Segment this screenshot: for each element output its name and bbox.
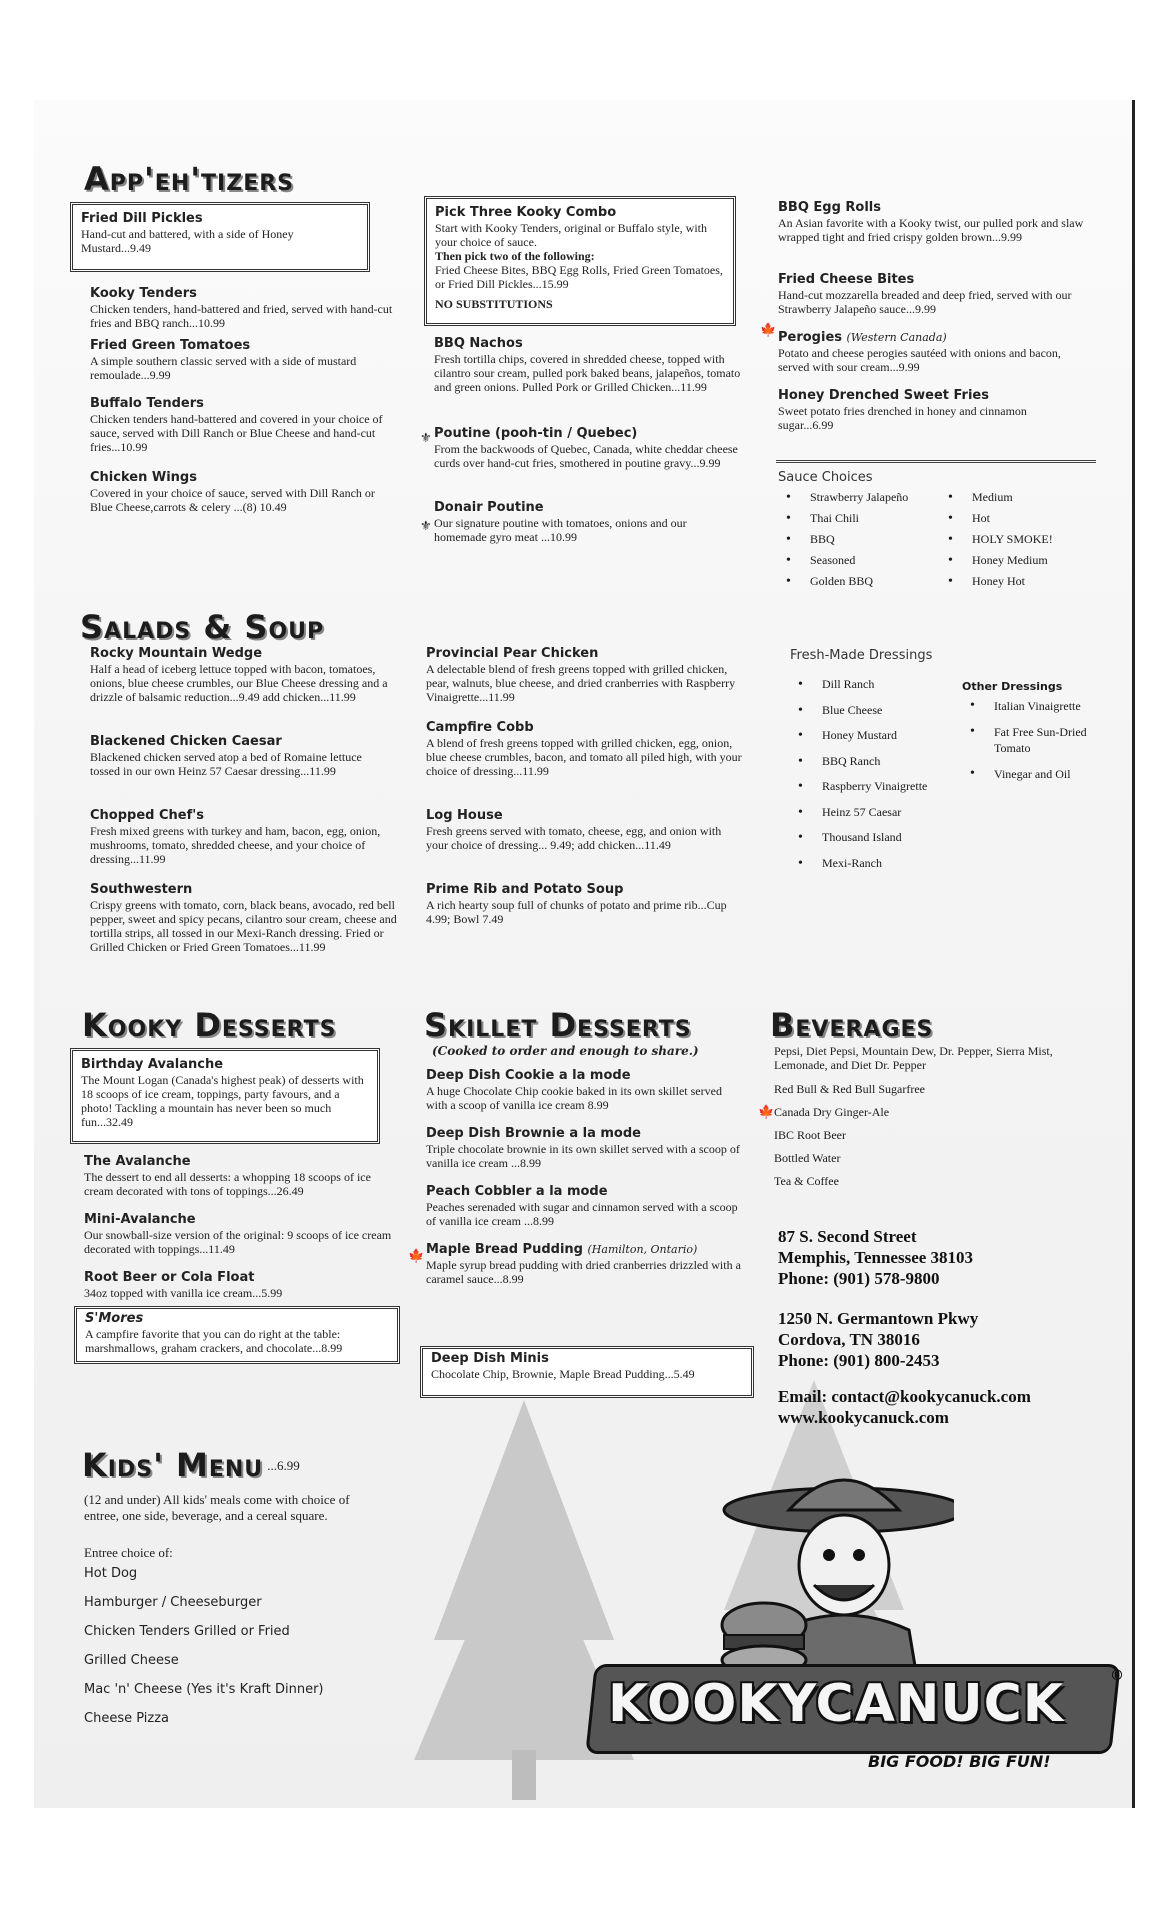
dressing-item: • Blue Cheese: [790, 698, 970, 724]
kids-entree-list: [84, 1559, 404, 1733]
beverage-list: [774, 1078, 1074, 1193]
item-title: Blackened Chicken Caesar: [90, 734, 282, 749]
maple-leaf-icon: 🍁: [760, 322, 777, 337]
skillet-item: [426, 1184, 746, 1228]
other-dressing-list: [962, 698, 1112, 782]
item-title: Peach Cobbler a la mode: [426, 1184, 608, 1199]
item-title: Deep Dish Minis: [431, 1351, 549, 1366]
skillet-item: [426, 1126, 746, 1170]
menu-page: [34, 100, 1135, 1808]
item-title: Log House: [426, 808, 503, 823]
item-title: Maple Bread Pudding: [426, 1242, 583, 1257]
dressing-item: • Mexi-Ranch: [790, 851, 970, 877]
item-title: Fried Cheese Bites: [778, 272, 915, 287]
item-title: Southwestern: [90, 882, 193, 897]
appetizer-item: [434, 336, 744, 394]
maple-leaf-icon: 🍁: [758, 1104, 775, 1119]
item-title: The Avalanche: [84, 1154, 191, 1169]
dressing-item: • Raspberry Vinaigrette: [790, 774, 970, 800]
combo-line-3: Fried Cheese Bites, BBQ Egg Rolls, Fried Green Tomatoes, or Fried Dill Pickles...15.99: [435, 263, 723, 291]
dressing-item: • BBQ Ranch: [790, 749, 970, 775]
sauce-heading: Sauce Choices: [778, 470, 873, 485]
item-desc: Hand-cut mozzarella breaded and deep fried, served with our Strawberry Jalapeño sauce...9.99: [778, 288, 1072, 316]
kids-item: Mac 'n' Cheese (Yes it's Kraft Dinner): [84, 1682, 324, 1697]
item-note: (Western Canada): [846, 331, 947, 344]
item-desc: A rich hearty soup full of chunks of potato and prime rib...Cup 4.99; Bowl 7.49: [426, 898, 727, 926]
location-line: 87 S. Second Street: [778, 1227, 917, 1246]
item-title: Provincial Pear Chicken: [426, 646, 599, 661]
email-link[interactable]: Email: contact@kookycanuck.com: [778, 1387, 1031, 1406]
kids-item: Chicken Tenders Grilled or Fried: [84, 1624, 290, 1639]
item-desc: A blend of fresh greens topped with grilled chicken, egg, onion, blue cheese crumbles, bacon, and tomato all piled high, with your choice of dressing...11.99: [426, 736, 742, 778]
item-desc: Potato and cheese perogies sautéed with onions and bacon, served with sour cream...9.99: [778, 346, 1061, 374]
dressing-item: • Dill Ranch: [790, 672, 970, 698]
item-desc: Triple chocolate brownie in its own skillet served with a scoop of vanilla ice cream ...8.99: [426, 1142, 740, 1170]
kids-item: Grilled Cheese: [84, 1653, 179, 1668]
item-title: Mini-Avalanche: [84, 1212, 196, 1227]
sauce-item: • Seasoned: [778, 550, 948, 571]
item-desc: Maple syrup bread pudding with dried cranberries drizzled with a caramel sauce...8.99: [426, 1258, 741, 1286]
salad-item: [90, 646, 410, 704]
appetizer-item: [778, 272, 1098, 316]
sauce-list-left: [778, 487, 948, 592]
item-title: Fried Green Tomatoes: [90, 338, 251, 353]
dressing-item: • Italian Vinaigrette: [962, 698, 1112, 714]
combo-line-2: Then pick two of the following:: [435, 249, 595, 263]
item-title: Pick Three Kooky Combo: [435, 205, 617, 220]
location-phone: Phone: (901) 800-2453: [778, 1351, 940, 1370]
salad-item: [90, 808, 410, 866]
item-desc: Our signature poutine with tomatoes, onions and our homemade gyro meat ...10.99: [434, 516, 687, 544]
item-desc: Chicken tenders, hand-battered and fried, served with hand-cut fries and BBQ ranch...10.99: [90, 302, 393, 330]
item-desc: Blackened chicken served atop a bed of Romaine lettuce tossed in our own Heinz 57 Caesar dressing...11.99: [90, 750, 362, 778]
item-desc: A campfire favorite that you can do right at the table: marshmallows, graham crackers, and chocolate...8.99: [85, 1327, 343, 1355]
kids-item: Hamburger / Cheeseburger: [84, 1595, 262, 1610]
other-dressings-heading: Other Dressings: [962, 680, 1063, 693]
sauce-divider: [776, 460, 1096, 463]
sauce-item: • Strawberry Jalapeño: [778, 487, 948, 508]
logo-registered: ®: [1110, 1668, 1124, 1684]
dressing-item: • Heinz 57 Caesar: [790, 800, 970, 826]
item-desc: Chicken tenders hand-battered and covered in your choice of sauce, served with Dill Ranch or Blue Cheese and hand-cut fries...10.99: [90, 412, 383, 454]
kids-heading-row: [82, 1446, 300, 1484]
logo-tagline: BIG FOOD! BIG FUN!: [868, 1752, 1051, 1771]
salad-item: [426, 808, 726, 852]
item-title: BBQ Nachos: [434, 336, 523, 351]
beverage-item: Red Bull & Red Bull Sugarfree: [774, 1082, 925, 1096]
smores-box: [74, 1306, 400, 1364]
item-desc: Sweet potato fries drenched in honey and cinnamon sugar...6.99: [778, 404, 1027, 432]
item-desc: An Asian favorite with a Kooky twist, our pulled pork and slaw wrapped tight and fried crispy golden brown...9.99: [778, 216, 1084, 244]
item-desc: Fresh greens served with tomato, cheese, egg, and onion with your choice of dressing... 9.49; add chicken...11.49: [426, 824, 722, 852]
item-desc: Our snowball-size version of the original: 9 scoops of ice cream decorated with toppings...11.49: [84, 1228, 392, 1256]
website-link[interactable]: www.kookycanuck.com: [778, 1408, 949, 1427]
maple-leaf-icon: 🍁: [408, 1248, 425, 1263]
logo-name: KOOKYCANUCK: [608, 1674, 1065, 1734]
item-desc: Hand-cut and battered, with a side of Honey Mustard...9.49: [81, 227, 294, 255]
appetizer-item: [778, 388, 1078, 432]
item-desc: Fresh tortilla chips, covered in shredded cheese, topped with cilantro sour cream, pulled pork baked beans, jalapeños, tomato and green onions. Pulled Pork or Grilled Chicken...11.99: [434, 352, 741, 394]
item-desc: Half a head of iceberg lettuce topped with bacon, tomatoes, onions, blue cheese crumbles, our Blue Cheese dressing and a drizzle of balsamic reduction...9.49 add chicken...11.99: [90, 662, 388, 704]
kids-intro: (12 and under) All kids' meals come with choice of entree, one side, beverage, and a cereal square.: [84, 1492, 350, 1523]
location-line: 1250 N. Germantown Pkwy: [778, 1309, 979, 1328]
item-desc: From the backwoods of Quebec, Canada, white cheddar cheese curds over hand-cut fries, smothered in poutine gravy...9.99: [434, 442, 738, 470]
item-desc: A huge Chocolate Chip cookie baked in its own skillet served with a scoop of vanilla ice cream 8.99: [426, 1084, 722, 1112]
item-note: (Hamilton, Ontario): [587, 1243, 698, 1256]
kids-item: Hot Dog: [84, 1566, 138, 1581]
combo-note: NO SUBSTITUTIONS: [435, 297, 553, 311]
location-line: Memphis, Tennessee 38103: [778, 1248, 974, 1267]
beverage-item: Canada Dry Ginger-Ale: [774, 1105, 890, 1119]
beverage-item: Tea & Coffee: [774, 1174, 839, 1188]
beverage-item: Bottled Water: [774, 1151, 841, 1165]
salad-item: [426, 882, 736, 926]
location-line: Cordova, TN 38016: [778, 1330, 920, 1349]
item-title: Honey Drenched Sweet Fries: [778, 388, 989, 403]
item-title: Deep Dish Brownie a la mode: [426, 1126, 641, 1141]
skillet-item: [426, 1242, 746, 1286]
item-title: Fried Dill Pickles: [81, 211, 203, 226]
appetizer-item: [90, 396, 410, 454]
salad-item: [90, 734, 390, 778]
item-desc: Fresh mixed greens with turkey and ham, bacon, egg, onion, mushrooms, tomato, shredded cheese, and your choice of dressing...11.99: [90, 824, 381, 866]
combo-line-1: Start with Kooky Tenders, original or Buffalo style, with your choice of sauce.: [435, 221, 708, 249]
item-desc: A delectable blend of fresh greens topped with grilled chicken, pear, walnuts, blue cheese, and dried cranberries with Raspberry Vinaigrette...11.99: [426, 662, 736, 704]
contact: [778, 1386, 1031, 1428]
item-title: Deep Dish Cookie a la mode: [426, 1068, 631, 1083]
sauce-item: • Medium: [940, 487, 1090, 508]
location-phone: Phone: (901) 578-9800: [778, 1269, 940, 1288]
item-title: Poutine (pooh-tin / Quebec): [434, 426, 638, 441]
item-desc: A simple southern classic served with a side of mustard remoulade...9.99: [90, 354, 357, 382]
item-title: S'Mores: [85, 1311, 144, 1326]
salad-item: [90, 882, 410, 954]
skillet-heading: Skillet Desserts: [424, 1006, 692, 1044]
dressing-item: • Vinegar and Oil: [962, 766, 1112, 782]
appetizers-heading: App'eh'tizers: [84, 160, 295, 198]
kids-entree-label: Entree choice of:: [84, 1545, 173, 1560]
kids-heading: Kids' Menu: [82, 1446, 264, 1484]
item-title: Kooky Tenders: [90, 286, 197, 301]
dressing-item: • Thousand Island: [790, 825, 970, 851]
fleur-de-lis-icon: ⚜: [420, 518, 432, 533]
fried-dill-pickles-box: [70, 202, 370, 272]
salads-heading: Salads & Soup: [80, 608, 325, 646]
skillet-subheading: (Cooked to order and enough to share.): [432, 1044, 699, 1058]
beverage-item: IBC Root Beer: [774, 1128, 846, 1142]
salad-item: [426, 720, 746, 778]
sauce-list-right: [940, 487, 1090, 592]
kids-price: ...6.99: [267, 1458, 300, 1473]
salad-item: [426, 646, 746, 704]
dessert-item: [84, 1212, 394, 1256]
item-title: BBQ Egg Rolls: [778, 200, 882, 215]
item-desc: The dessert to end all desserts: a whopping 18 scoops of ice cream decorated with tons of toppings...26.49: [84, 1170, 371, 1198]
fleur-de-lis-icon: ⚜: [420, 430, 432, 445]
sauce-item: • Golden BBQ: [778, 571, 948, 592]
location-1: [778, 1226, 973, 1289]
skillet-item: [426, 1068, 746, 1112]
item-title: Chopped Chef's: [90, 808, 204, 823]
sauce-item: • Hot: [940, 508, 1090, 529]
dessert-item: [84, 1270, 394, 1300]
sauce-item: • Honey Medium: [940, 550, 1090, 571]
dressing-item: • Fat Free Sun-Dried Tomato: [962, 724, 1112, 756]
sauce-item: • BBQ: [778, 529, 948, 550]
item-title: Campfire Cobb: [426, 720, 534, 735]
item-title: Donair Poutine: [434, 500, 544, 515]
deep-dish-minis-box: [420, 1346, 754, 1398]
dressing-item: • Honey Mustard: [790, 723, 970, 749]
item-title: Prime Rib and Potato Soup: [426, 882, 624, 897]
item-title: Birthday Avalanche: [81, 1057, 224, 1072]
item-desc: The Mount Logan (Canada's highest peak) of desserts with 18 scoops of ice cream, toppings, party favours, and a photo! Tackling a mountain has never been so much fun...32.49: [81, 1073, 364, 1129]
appetizer-item: [90, 470, 390, 514]
sauce-item: • Thai Chili: [778, 508, 948, 529]
item-title: Rocky Mountain Wedge: [90, 646, 263, 661]
sauce-item: • Honey Hot: [940, 571, 1090, 592]
appetizer-item: [90, 338, 410, 382]
appetizer-item: [434, 426, 744, 470]
dressings-heading: Fresh-Made Dressings: [790, 648, 933, 663]
dressing-list: [790, 672, 970, 876]
item-title: Perogies: [778, 330, 843, 345]
beverage-sodas: Pepsi, Diet Pepsi, Mountain Dew, Dr. Pepper, Sierra Mist, Lemonade, and Diet Dr. Pepper: [774, 1044, 1053, 1072]
item-title: Buffalo Tenders: [90, 396, 204, 411]
dessert-item: [84, 1154, 394, 1198]
location-2: [778, 1308, 978, 1371]
item-desc: Peaches serenaded with sugar and cinnamon served with a scoop of vanilla ice cream ...8.99: [426, 1200, 738, 1228]
item-title: Chicken Wings: [90, 470, 197, 485]
appetizer-item: [778, 330, 1078, 374]
item-desc: Crispy greens with tomato, corn, black beans, avocado, red bell pepper, sweet and spicy pecans, cilantro sour cream, cheese and tortilla strips, all tossed in our Mexi-Ranch dressing. Fried or Grilled Chicken or Fried Green Tomatoes...11.99: [90, 898, 397, 954]
item-desc: Covered in your choice of sauce, served with Dill Ranch or Blue Cheese,carrots & celery ...(8) 10.49: [90, 486, 375, 514]
item-desc: Chocolate Chip, Brownie, Maple Bread Pudding...5.49: [431, 1367, 695, 1381]
sauce-item: • HOLY SMOKE!: [940, 529, 1090, 550]
kooky-combo-box: [424, 196, 736, 326]
appetizer-item: [90, 286, 410, 330]
appetizer-item: [434, 500, 734, 544]
beverages-heading: Beverages: [770, 1006, 934, 1044]
appetizer-item: [778, 200, 1098, 244]
item-title: Root Beer or Cola Float: [84, 1270, 255, 1285]
birthday-avalanche-box: [70, 1048, 380, 1144]
kids-item: Cheese Pizza: [84, 1711, 169, 1726]
desserts-heading: Kooky Desserts: [82, 1006, 337, 1044]
item-desc: 34oz topped with vanilla ice cream...5.99: [84, 1286, 283, 1300]
kooky-canuck-logo: [590, 1664, 1124, 1774]
